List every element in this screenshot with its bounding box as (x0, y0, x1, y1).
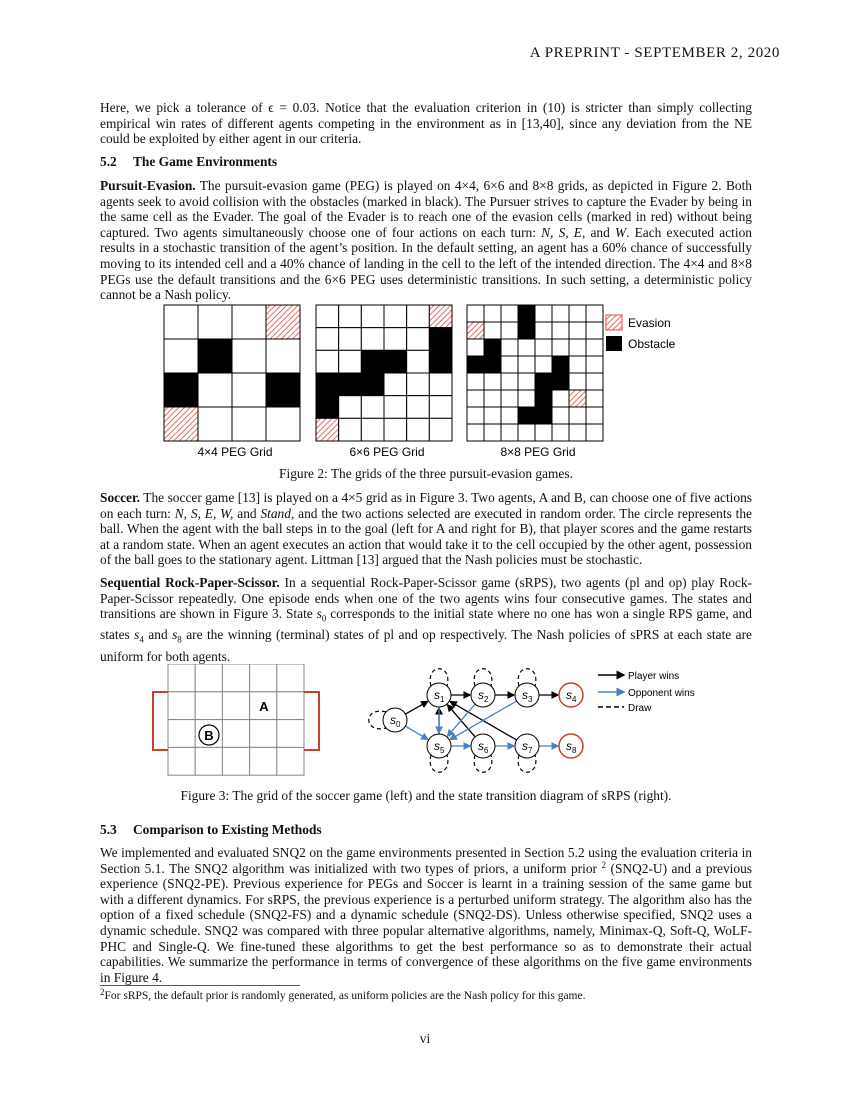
srps-s4-sub: 4 (139, 635, 144, 646)
grid-cell (232, 373, 266, 407)
soccer-cell (195, 664, 222, 692)
soccer-cell (222, 720, 249, 748)
grid-cell (339, 350, 362, 373)
section-5-3-heading (100, 822, 322, 838)
srps-s0-sub: 0 (321, 613, 327, 624)
grid-cell (407, 373, 430, 396)
grid-cell (569, 424, 586, 441)
grid-cell (569, 407, 586, 424)
obstacle-cell (429, 350, 452, 373)
figure-3-caption: Figure 3: The grid of the soccer game (left) and the state transition diagram of sRPS (right). (180, 788, 672, 803)
grid-cell (552, 339, 569, 356)
grid-cell (429, 373, 452, 396)
legend-obstacle-swatch (606, 336, 622, 351)
grid-cell (535, 424, 552, 441)
grid-cell (316, 350, 339, 373)
section-number: 5.2 (100, 154, 117, 169)
grid-8x8 (467, 305, 603, 441)
grid-cell (518, 373, 535, 390)
obstacle-cell (552, 373, 569, 390)
soccer-cell (195, 692, 222, 720)
grid-cell (586, 305, 603, 322)
state-label-s2: $s_2$ (478, 688, 489, 704)
evasion-cell (429, 305, 452, 328)
soccer-cell (168, 664, 195, 692)
peg-lead: Pursuit-Evasion. (100, 178, 196, 193)
grid-cell (232, 305, 266, 339)
footnote-number: 2 (100, 987, 105, 997)
obstacle-cell (316, 373, 339, 396)
obstacle-cell (316, 396, 339, 419)
grid-cell (198, 305, 232, 339)
grid-cell (552, 390, 569, 407)
grid-cell (316, 328, 339, 351)
agent-a: A (259, 699, 269, 714)
grid-cell (198, 373, 232, 407)
grid-cell (339, 396, 362, 419)
grid-cell (232, 339, 266, 373)
intro-paragraph: Here, we pick a tolerance of ϵ = 0.03. Notice that the evaluation criterion in (10) is stricter than simply collecting empirical win rates of different agents competing in the environment as in [13,40], since any deviation from the NE could be exploited by either agent in our criteria. (100, 100, 752, 147)
srps-paragraph (100, 575, 752, 664)
evasion-cell (316, 418, 339, 441)
grid-cell (535, 356, 552, 373)
grid-cell (467, 373, 484, 390)
section-title: Comparison to Existing Methods (133, 822, 322, 837)
obstacle-cell (518, 305, 535, 322)
obstacle-cell (266, 373, 300, 407)
soccer-cell (168, 692, 195, 720)
grid-cell (384, 418, 407, 441)
grid-cell (586, 424, 603, 441)
grid-cell (361, 305, 384, 328)
grid-label-4x4: 4×4 PEG Grid (197, 445, 273, 459)
page-number: vi (419, 1031, 431, 1046)
soccer-and: and (233, 505, 261, 521)
evasion-cell (164, 407, 198, 441)
grid-cell (407, 396, 430, 419)
obstacle-cell (361, 373, 384, 396)
grid-cell (407, 418, 430, 441)
obstacle-cell (339, 373, 362, 396)
grid-cell (501, 424, 518, 441)
state-label-s6: $s_6$ (478, 739, 489, 755)
footnote-text: For sRPS, the default prior is randomly generated, as uniform policies are the Nash policy for this game. (104, 990, 586, 1002)
peg-and: and (585, 224, 615, 240)
grid-cell (518, 424, 535, 441)
grid-cell (316, 305, 339, 328)
comparison-paragraph (100, 845, 752, 985)
soccer-text-2: , and the two actions selected are executed in random order. The circle represents the ball. When the agent with the ball steps in to the goal (left for A and right for B), that player scores and the game restarts at a random state. When an agent executes an action that would take it to the cell occupied by the other agent, possession of the ball goes to the stationary agent. Littman [13] argued that the Nash policies must be stochastic. (100, 505, 753, 568)
grid-cell (484, 305, 501, 322)
grid-6x6 (316, 305, 452, 441)
grid-cell (501, 322, 518, 339)
grid-cell (361, 328, 384, 351)
grid-cell (501, 339, 518, 356)
running-header: A PREPRINT - SEPTEMBER 2, 2020 (529, 45, 780, 61)
peg-text: The pursuit-evasion game (PEG) is played on 4×4, 6×6 and 8×8 grids, as depicted in Figure 2. Both agents seek to avoid collision with the obstacles (marked in black). The Pursuer strives to capture the Evader by being in the same cell as the Evader. The goal of the Evader is to reach one of the evasion cells (marked in red) without being captured. Two agents simultaneously choose one of four actions on each turn: (100, 178, 752, 240)
grid-cell (429, 396, 452, 419)
srps-lead: Sequential Rock-Paper-Scissor. (100, 575, 280, 590)
srps-and: and (143, 627, 173, 643)
grid-cell (467, 339, 484, 356)
srps-text-3: are the winning (terminal) states of pl and op respectively. The Nash policies of sPRS at each state are uniform for both agents. (100, 627, 752, 664)
soccer-cell (222, 664, 249, 692)
soccer-grid (150, 664, 325, 779)
srps-text: In a sequential Rock-Paper-Scissor game (sRPS), two agents (pl and op) play Rock-Paper-Scissor repeatedly. One episode ends when one of the two agents wins four consecutive games. The states and transitions are shown in Figure 3. State (100, 575, 752, 622)
soccer-cell (168, 747, 195, 775)
grid-cell (552, 305, 569, 322)
grid-cell (484, 407, 501, 424)
grid-cell (384, 305, 407, 328)
grid-cell (535, 322, 552, 339)
footnote-marker: 2 (601, 859, 606, 870)
grid-cell (467, 424, 484, 441)
grid-cell (518, 339, 535, 356)
grid-cell (586, 390, 603, 407)
grid-cell (552, 322, 569, 339)
grid-cell (586, 373, 603, 390)
soccer-cell (222, 692, 249, 720)
grid-cell (266, 339, 300, 373)
legend-opponent-label: Opponent wins (628, 688, 695, 699)
grid-cell (198, 407, 232, 441)
state-label-s7: $s_7$ (522, 739, 533, 755)
grid-cell (164, 305, 198, 339)
obstacle-cell (467, 356, 484, 373)
figure-2 (150, 300, 710, 462)
grid-cell (552, 407, 569, 424)
srps-s4: s (134, 627, 140, 643)
soccer-cell (277, 664, 304, 692)
peg-actions: N, S, E, (541, 224, 586, 240)
grid-cell (586, 339, 603, 356)
player-wins-edge (405, 701, 427, 714)
soccer-paragraph (100, 490, 752, 568)
agent-b: B (204, 728, 214, 743)
grid-cell (407, 350, 430, 373)
obstacle-cell (518, 407, 535, 424)
srps-s0: s (316, 606, 322, 622)
state-label-s4: $s_4$ (566, 688, 577, 704)
goal-left (153, 692, 168, 750)
evasion-cell (467, 322, 484, 339)
grid-cell (339, 305, 362, 328)
grid-cell (501, 373, 518, 390)
obstacle-cell (484, 339, 501, 356)
soccer-cell (168, 720, 195, 748)
grid-cell (339, 328, 362, 351)
grid-cell (384, 396, 407, 419)
grid-4x4 (164, 305, 300, 441)
legend-evasion-swatch (606, 315, 622, 330)
grid-cell (501, 407, 518, 424)
legend-obstacle-label: Obstacle (628, 337, 676, 351)
obstacle-cell (535, 373, 552, 390)
grid-cell (484, 322, 501, 339)
srps-s8-sub: 8 (177, 635, 182, 646)
grid-cell (164, 339, 198, 373)
grid-cell (484, 373, 501, 390)
state-label-s3: $s_3$ (522, 688, 533, 704)
grid-cell (552, 424, 569, 441)
grid-label-6x6: 6×6 PEG Grid (349, 445, 425, 459)
grid-cell (501, 305, 518, 322)
grid-cell (361, 396, 384, 419)
grid-cell (384, 373, 407, 396)
state-label-s1: $s_1$ (434, 688, 445, 704)
soccer-cell (250, 747, 277, 775)
state-label-s5: $s_5$ (434, 739, 445, 755)
obstacle-cell (535, 407, 552, 424)
grid-cell (429, 418, 452, 441)
soccer-cell (250, 720, 277, 748)
footnote (100, 987, 586, 1002)
grid-cell (586, 407, 603, 424)
grid-cell (339, 418, 362, 441)
comparison-text: We implemented and evaluated SNQ2 on the game environments presented in Section 5.2 using the evaluation criteria in Section 5.1. The SNQ2 algorithm was initialized with two types of priors, a uniform prior (100, 845, 752, 876)
obstacle-cell (198, 339, 232, 373)
soccer-stand: Stand (260, 505, 291, 521)
obstacle-cell (361, 350, 384, 373)
soccer-cell (277, 720, 304, 748)
grid-cell (501, 390, 518, 407)
peg-text-2: . Each executed action results in a stochastic transition of the agent’s position. In the default setting, an agent has a 60% chance of successfully moving to its intended cell and a 40% chance of landing in the cell to the left of the intended direction. The 4×4 and 8×8 PEGs use the default transitions and the 6×6 PEG uses deterministic transitions. In such setting, a deterministic policy cannot be a Nash policy. (100, 224, 752, 303)
srps-s8: s (172, 627, 178, 643)
grid-cell (586, 356, 603, 373)
footnote-rule (100, 985, 300, 986)
grid-cell (266, 407, 300, 441)
legend-player-label: Player wins (628, 671, 680, 682)
grid-cell (501, 356, 518, 373)
state-label-s0: $s_0$ (390, 713, 401, 729)
obstacle-cell (164, 373, 198, 407)
grid-cell (467, 407, 484, 424)
grid-cell (569, 305, 586, 322)
grid-cell (361, 418, 384, 441)
grid-cell (467, 390, 484, 407)
soccer-text: The soccer game [13] is played on a 4×5 grid as in Figure 3. Two agents, A and B, can choose one of five actions on each turn: (100, 490, 752, 521)
figure-2-caption: Figure 2: The grids of the three pursuit-evasion games. (279, 466, 573, 481)
grid-cell (586, 322, 603, 339)
goal-right (304, 692, 319, 750)
evasion-cell (569, 390, 586, 407)
section-5-2-heading (100, 154, 277, 170)
obstacle-cell (518, 322, 535, 339)
grid-cell (407, 305, 430, 328)
grid-cell (484, 424, 501, 441)
grid-label-8x8: 8×8 PEG Grid (500, 445, 576, 459)
obstacle-cell (484, 356, 501, 373)
obstacle-cell (429, 328, 452, 351)
grid-cell (569, 322, 586, 339)
soccer-cell (277, 747, 304, 775)
grid-cell (569, 356, 586, 373)
soccer-cell (277, 692, 304, 720)
grid-cell (232, 407, 266, 441)
grid-cell (467, 305, 484, 322)
legend-draw-label: Draw (628, 703, 652, 714)
legend-evasion-label: Evasion (628, 316, 671, 330)
srps-text-2: corresponds to the initial state where no one has won a single RPS game, and states (100, 606, 753, 643)
grid-cell (535, 305, 552, 322)
obstacle-cell (384, 350, 407, 373)
comparison-text-2: (SNQ2-U) and a previous experience (SNQ2-PE). Previous experience for PEGs and Soccer is learnt in a training session of the same game but with a different dynamics. For sRPS, the previous experience is a perturbed uniform strategy. The algorithm also has the option of a fixed schedule (SNQ2-FS) and a dynamic schedule (SNQ2-DS). Unless otherwise specified, SNQ2 uses a dynamic schedule. SNQ2 was compared with three popular alternative algorithms, namely, Minimax-Q, Soft-Q, WoLF-PHC and Single-Q. We fine-tuned these algorithms to get the best performance so as to demonstrate their actual capabilities. We summarize the performance in terms of convergence of these algorithms on the five game environments in Figure 4. (100, 860, 752, 985)
state-label-s8: $s_8$ (566, 739, 577, 755)
section-title: The Game Environments (133, 154, 278, 169)
peg-paragraph (100, 178, 752, 303)
grid-cell (569, 339, 586, 356)
soccer-lead: Soccer. (100, 490, 141, 505)
grid-cell (518, 390, 535, 407)
grid-cell (535, 339, 552, 356)
grid-cell (484, 390, 501, 407)
soccer-cell (195, 747, 222, 775)
section-number: 5.3 (100, 822, 117, 837)
grid-cell (518, 356, 535, 373)
grid-cell (407, 328, 430, 351)
soccer-cell (250, 664, 277, 692)
soccer-cell (222, 747, 249, 775)
opponent-wins-edge (405, 726, 427, 739)
evasion-cell (266, 305, 300, 339)
obstacle-cell (552, 356, 569, 373)
peg-action-w: W (614, 224, 627, 240)
grid-cell (384, 328, 407, 351)
grid-cell (569, 373, 586, 390)
obstacle-cell (535, 390, 552, 407)
srps-state-diagram (360, 662, 710, 780)
soccer-actions: N, S, E, W, (174, 505, 234, 521)
